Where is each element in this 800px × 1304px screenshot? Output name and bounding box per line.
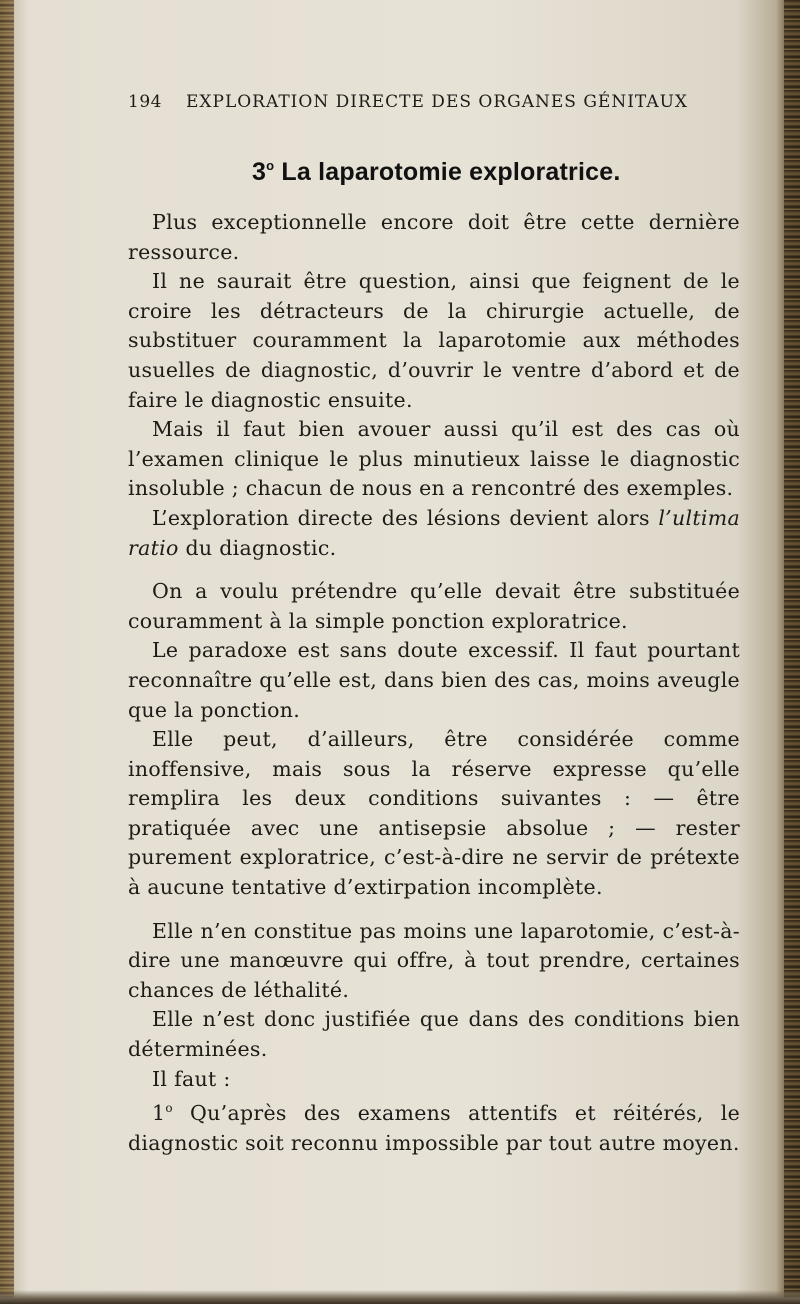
section-number: 3 — [252, 158, 267, 186]
list-number: 1 — [152, 1101, 166, 1126]
paragraph-7: Elle peut, d’ailleurs, être considérée comme inoffensive, mais sous la réserve expresse qu’elle remplira les deux conditions suivantes : — être pratiquée avec une antisepsie absolue ; — rester purement exploratrice, c’est-à-dire ne servir de prétexte à aucune tentative d’extirpation incomplète. — [128, 727, 740, 900]
paragraph-9: Elle n’est donc justifiée que dans des conditions bien déterminées. — [128, 1007, 740, 1062]
paragraph-6: Le paradoxe est sans doute excessif. Il faut pourtant reconnaître qu’elle est, dans bien des cas, moins aveugle que la ponction. — [128, 638, 740, 722]
paragraph-2: Il ne saurait être question, ainsi que feignent de le croire les détracteurs de la chirurgie actuelle, de substituer couramment la laparotomie aux méthodes usuelles de diagnostic, d’ouvrir le ventre d’abord et de faire le diagnostic ensuite. — [128, 269, 740, 412]
paragraph-3: Mais il faut bien avouer aussi qu’il est des cas où l’examen clinique le plus minutieux laisse le diagnostic insoluble ; chacun de nous en a rencontré des exemples. — [128, 417, 740, 501]
paragraph-11 — [128, 1094, 740, 1158]
paragraph-1: Plus exceptionnelle encore doit être cette dernière ressource. — [128, 210, 740, 264]
book-page — [128, 92, 740, 1158]
section-title-text: La laparotomie exploratrice. — [281, 158, 621, 186]
paragraph-4 — [128, 504, 740, 563]
page-number: 194 — [128, 92, 162, 112]
binding-edge-right — [784, 0, 800, 1304]
ultima-ratio-italic: l’ultima ratio — [128, 505, 740, 560]
list-number-suffix: o — [165, 1101, 173, 1116]
body-text — [128, 208, 740, 1158]
paragraph-4-before: L’exploration directe des lésions devient alors — [152, 505, 659, 530]
running-title: EXPLORATION DIRECTE DES ORGANES GÉNITAUX — [186, 92, 689, 112]
page-bottom-shadow — [0, 1290, 800, 1304]
running-head — [128, 92, 740, 118]
paragraph-10: Il faut : — [152, 1066, 231, 1091]
paragraph-5: On a voulu prétendre qu’elle devait être substituée couramment à la simple ponction exploratrice. — [128, 579, 740, 633]
binding-edge-left — [0, 0, 14, 1304]
section-number-suffix: o — [266, 158, 275, 173]
paragraph-11-text: Qu’après des examens attentifs et réitérés, le diagnostic soit reconnu impossible par tout autre moyen. — [128, 1101, 740, 1155]
paragraph-4-after: du diagnostic. — [178, 535, 337, 560]
paragraph-8: Elle n’en constitue pas moins une laparotomie, c’est-à-dire une manœuvre qui offre, à tout prendre, certaines chances de léthalité. — [128, 918, 740, 1002]
section-title — [252, 150, 740, 188]
